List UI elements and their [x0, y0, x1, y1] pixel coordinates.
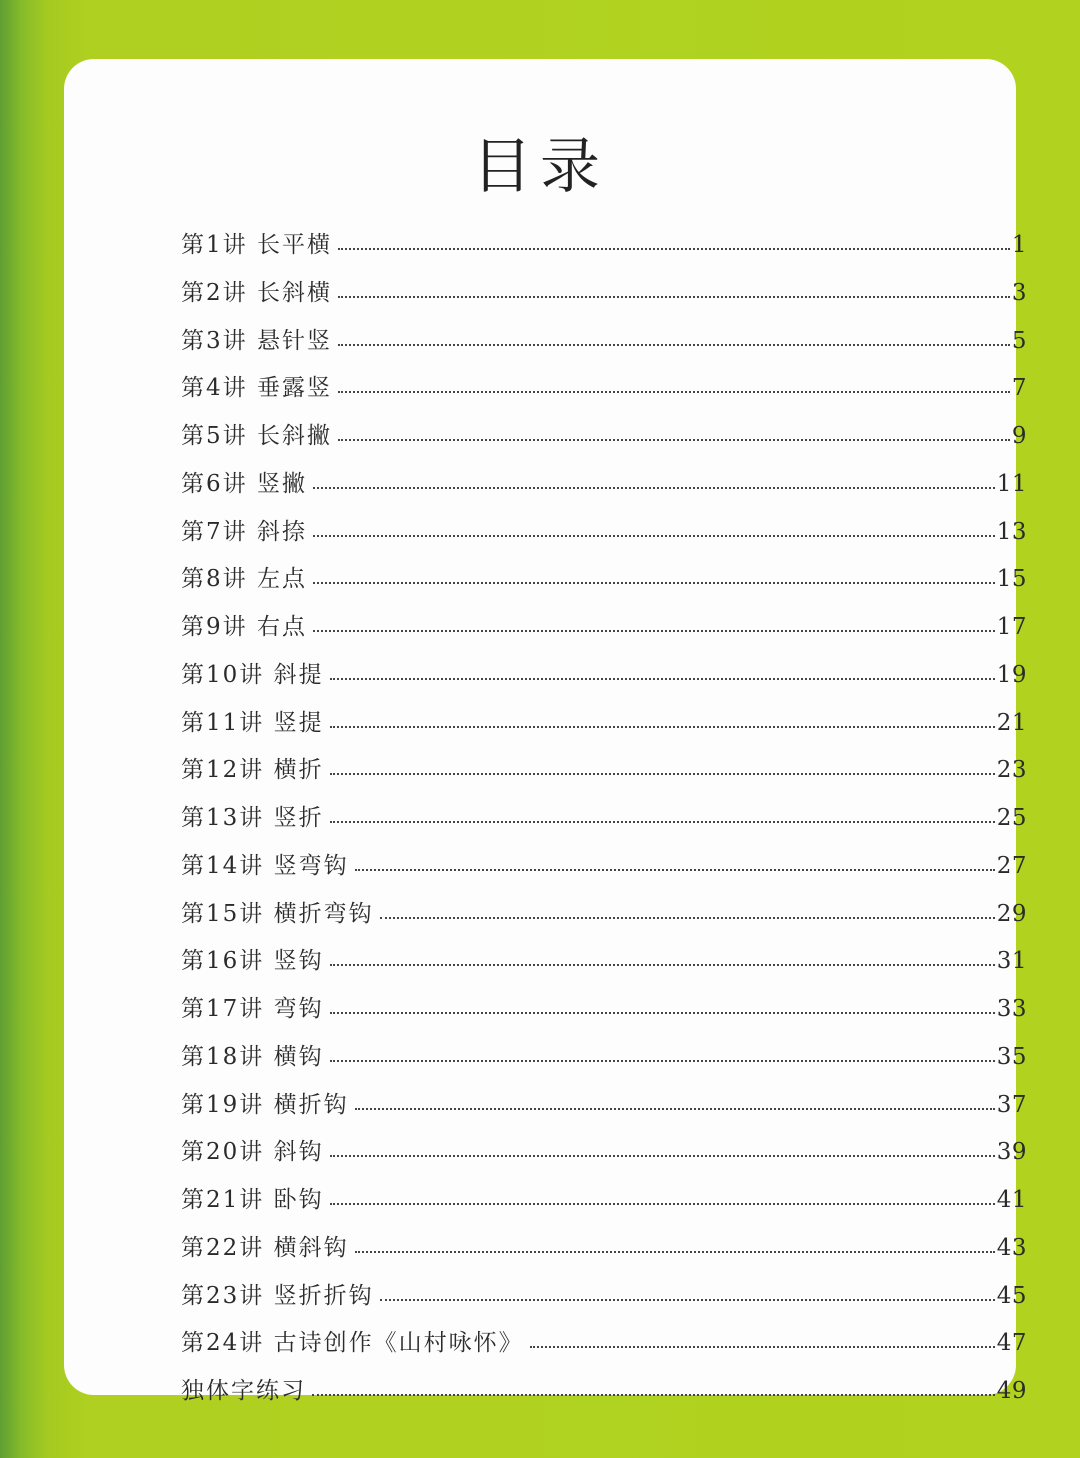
dot-leader	[330, 1060, 995, 1062]
table-of-contents	[181, 226, 1027, 1420]
toc-entry-page-number: 19	[996, 661, 1027, 688]
dot-leader	[380, 917, 995, 919]
toc-entry[interactable]	[181, 1277, 1027, 1325]
toc-entry-page-number: 41	[996, 1187, 1027, 1213]
dot-leader	[330, 1155, 995, 1157]
toc-entry[interactable]	[181, 847, 1027, 895]
toc-page-card	[64, 59, 1027, 1404]
dot-leader	[355, 1251, 995, 1253]
dot-leader	[355, 869, 995, 871]
toc-entry-label: 第8讲 左点	[181, 566, 307, 593]
dot-leader	[313, 582, 995, 584]
dot-leader	[330, 678, 995, 680]
dot-leader	[330, 726, 995, 728]
toc-entry-page-number: 3	[1011, 279, 1027, 306]
toc-entry[interactable]	[181, 1324, 1027, 1372]
toc-entry-page-number: 29	[996, 900, 1027, 927]
toc-entry-label: 第14讲 竖弯钩	[181, 852, 349, 879]
toc-entry-label: 第6讲 竖撇	[181, 470, 307, 497]
toc-entry-label: 第20讲 斜钩	[181, 1139, 324, 1166]
toc-entry-page-number: 43	[996, 1234, 1027, 1261]
toc-entry-page-number: 23	[996, 757, 1027, 784]
toc-entry-label: 第18讲 横钩	[181, 1043, 324, 1070]
toc-entry[interactable]	[181, 226, 1027, 274]
toc-entry[interactable]	[181, 895, 1027, 943]
toc-entry[interactable]	[181, 274, 1027, 322]
toc-entry-label: 第23讲 竖折折钩	[181, 1282, 374, 1309]
toc-entry-page-number: 7	[1011, 375, 1027, 402]
dot-leader	[338, 344, 1010, 346]
dot-leader	[330, 1203, 995, 1205]
toc-entry-label: 第11讲 竖提	[181, 709, 324, 736]
page-title: 目录	[472, 132, 608, 202]
toc-entry[interactable]	[181, 704, 1027, 752]
toc-entry-label: 第7讲 斜捺	[181, 518, 307, 545]
dot-leader	[530, 1346, 995, 1348]
dot-leader	[338, 248, 1010, 250]
toc-entry-label: 第4讲 垂露竖	[181, 375, 332, 402]
toc-entry-label: 第24讲 古诗创作《山村咏怀》	[181, 1330, 524, 1357]
dot-leader	[330, 773, 995, 775]
toc-entry[interactable]	[181, 1133, 1027, 1181]
toc-entry-page-number: 33	[996, 996, 1027, 1022]
toc-entry-page-number: 37	[996, 1091, 1027, 1118]
toc-entry-page-number: 31	[996, 948, 1027, 975]
dot-leader	[355, 1108, 995, 1110]
toc-entry-page-number: 1	[1011, 232, 1027, 258]
toc-entry-page-number: 17	[996, 614, 1027, 640]
toc-entry[interactable]	[181, 1038, 1027, 1086]
toc-entry-label: 第9讲 右点	[181, 614, 307, 640]
toc-entry[interactable]	[181, 656, 1027, 704]
dot-leader	[380, 1299, 995, 1301]
toc-entry-label: 第15讲 横折弯钩	[181, 900, 374, 927]
toc-entry-page-number: 9	[1011, 423, 1027, 449]
toc-entry-page-number: 15	[996, 566, 1027, 593]
toc-entry-page-number: 47	[996, 1330, 1027, 1357]
toc-entry-label: 第10讲 斜提	[181, 661, 324, 688]
toc-entry[interactable]	[181, 1181, 1027, 1229]
toc-entry[interactable]	[181, 417, 1027, 465]
toc-entry-label: 第1讲 长平横	[181, 232, 332, 258]
toc-entry[interactable]	[181, 799, 1027, 847]
toc-entry-page-number: 21	[996, 709, 1027, 736]
toc-entry-page-number: 13	[996, 518, 1027, 545]
toc-entry[interactable]	[181, 369, 1027, 417]
toc-entry-label: 第22讲 横斜钩	[181, 1234, 349, 1261]
toc-entry-label: 第17讲 弯钩	[181, 996, 324, 1022]
toc-entry[interactable]	[181, 990, 1027, 1038]
toc-entry-label: 第19讲 横折钩	[181, 1091, 349, 1118]
dot-leader	[338, 391, 1010, 393]
toc-entry[interactable]	[181, 608, 1027, 656]
toc-entry-page-number: 35	[996, 1043, 1027, 1070]
toc-entry-label: 第2讲 长斜横	[181, 279, 332, 306]
toc-entry[interactable]	[181, 1229, 1027, 1277]
toc-entry-page-number: 39	[996, 1139, 1027, 1166]
dot-leader	[338, 439, 1010, 441]
toc-entry-label: 第3讲 悬针竖	[181, 327, 332, 354]
dot-leader	[313, 487, 995, 489]
toc-entry-page-number: 25	[996, 805, 1027, 831]
toc-entry-label: 第16讲 竖钩	[181, 948, 324, 975]
toc-entry-page-number: 45	[996, 1282, 1027, 1309]
dot-leader	[312, 1394, 995, 1396]
toc-entry-page-number: 49	[996, 1378, 1027, 1404]
toc-entry-label: 第5讲 长斜撇	[181, 423, 332, 449]
toc-entry[interactable]	[181, 1372, 1027, 1420]
toc-entry[interactable]	[181, 513, 1027, 561]
dot-leader	[330, 1012, 995, 1014]
toc-entry[interactable]	[181, 560, 1027, 608]
dot-leader	[313, 535, 995, 537]
dot-leader	[313, 630, 995, 632]
toc-entry-page-number: 27	[996, 852, 1027, 879]
toc-entry[interactable]	[181, 751, 1027, 799]
dot-leader	[330, 821, 995, 823]
dot-leader	[338, 296, 1010, 298]
toc-entry-page-number: 5	[1011, 327, 1027, 354]
toc-entry-label: 第12讲 横折	[181, 757, 324, 784]
toc-entry-label: 第21讲 卧钩	[181, 1187, 324, 1213]
toc-entry[interactable]	[181, 1086, 1027, 1134]
toc-entry-label: 独体字练习	[181, 1378, 306, 1404]
toc-entry-label: 第13讲 竖折	[181, 805, 324, 831]
toc-entry-page-number: 11	[996, 470, 1027, 497]
toc-entry[interactable]	[181, 322, 1027, 370]
toc-entry[interactable]	[181, 942, 1027, 990]
toc-entry[interactable]	[181, 465, 1027, 513]
dot-leader	[330, 964, 995, 966]
